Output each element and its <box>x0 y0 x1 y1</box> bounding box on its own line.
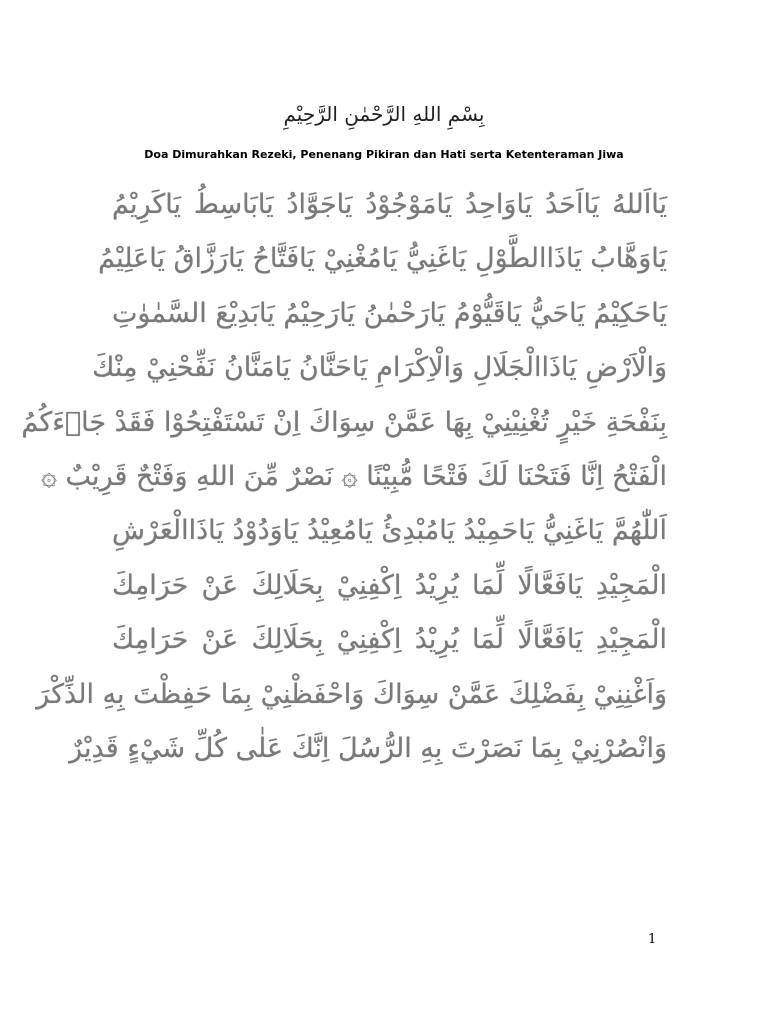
prayer-line-7: اَللّٰهُمَّ يَاغَنِيُّ يَاحَمِيْدُ يَامُبْدِئُ يَامُعِيْدُ يَاوَدُوْدُ يَاذَاالْعَرْشِ <box>112 515 667 547</box>
prayer-line-9: الْمَجِيْدِ يَافَعَّالًا لِّمَا يُرِيْدُ اِكْفِنِيْ بِحَلَالِكَ عَنْ حَرَامِكَ <box>112 624 667 656</box>
prayer-line-8: الْمَجِيْدِ يَافَعَّالًا لِّمَا يُرِيْدُ اِكْفِنِيْ بِحَلَالِكَ عَنْ حَرَامِكَ <box>112 569 667 601</box>
document-title: Doa Dimurahkan Rezeki, Penenang Pikiran dan Hati serta Ketenteraman Jiwa <box>144 148 624 161</box>
prayer-line-11: وَانْصُرْنِيْ بِمَا نَصَرْتَ بِهِ الرُّسُلَ اِنَّكَ عَلٰى كُلِّ شَيْءٍ قَدِيْرٌ <box>69 732 667 764</box>
prayer-line-5: بِنَفْحَةِ خَيْرٍ تُغْنِيْنِيْ بِهَا عَمَّنْ سِوَاكَ اِنْ تَسْتَفْتِحُوْا فَقَدْ جَاۤءَكُمُ <box>21 406 667 438</box>
prayer-line-2: يَاوَهَّابُ يَاذَاالطَّوْلِ يَاغَنِيُّ يَامُغْنِيْ يَافَتَّاحُ يَارَزَّاقُ يَاعَلِيْمُ <box>98 243 667 275</box>
prayer-line-6: الْفَتْحُ اِنَّا فَتَحْنَا لَكَ فَتْحًا مُّبِيْنًا ۞ نَصْرٌ مِّنَ اللهِ وَفَتْحٌ قَرِيْبٌ ۞ <box>41 460 667 492</box>
page-number: 1 <box>648 932 657 947</box>
prayer-line-3: يَاحَكِيْمُ يَاحَيُّ يَاقَيُّوْمُ يَارَحْمٰنُ يَارَحِيْمُ يَابَدِيْعَ السَّمٰوٰتِ <box>112 297 667 329</box>
prayer-line-10: وَاَغْنِنِيْ بِفَضْلِكَ عَمَّنْ سِوَاكَ وَاحْفَظْنِيْ بِمَا حَفِظْتَ بِهِ الذِّكْرَ <box>36 678 667 710</box>
basmala-calligraphy: بِسْمِ اللهِ الرَّحْمٰنِ الرَّحِيْمِ <box>283 102 485 126</box>
prayer-text <box>21 178 667 776</box>
prayer-line-1: يَااَللهُ يَااَحَدُ يَاوَاحِدُ يَامَوْجُوْدُ يَاجَوَّادُ يَابَاسِطُ يَاكَرِيْمُ <box>112 189 667 220</box>
prayer-line-4: وَالْاَرْضِ يَاذَاالْجَلَالِ وَالْاِكْرَامِ يَاحَنَّانُ يَامَنَّانُ نَفِّحْنِيْ مِنْكَ <box>92 352 667 384</box>
